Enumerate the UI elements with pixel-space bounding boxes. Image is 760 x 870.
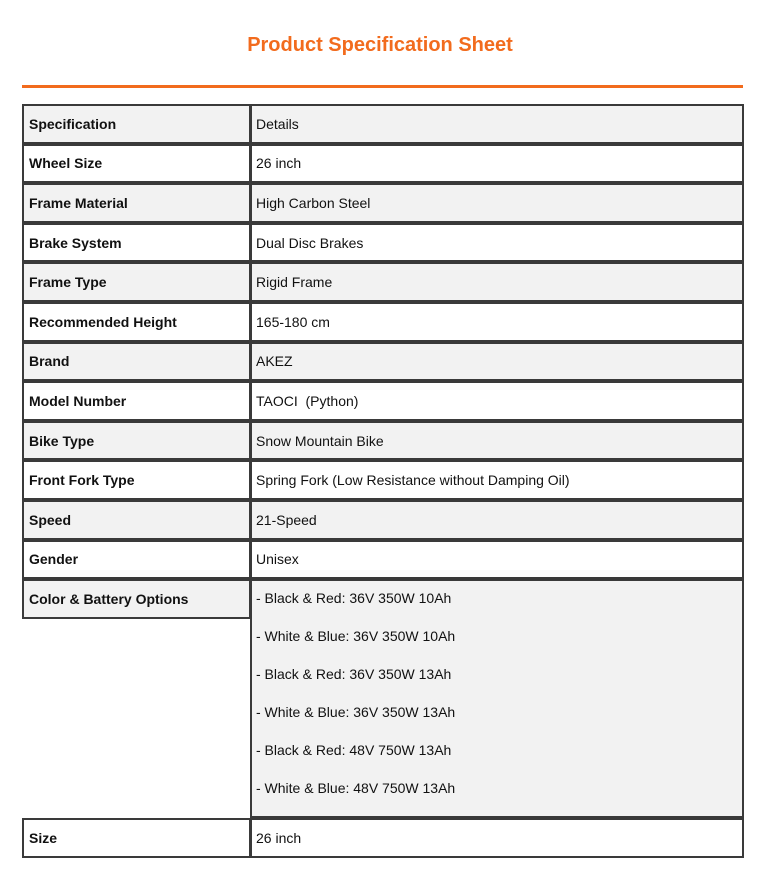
option-item: - Black & Red: 36V 350W 10Ah (256, 590, 452, 607)
table-header-row (22, 104, 744, 144)
page-title: Product Specification Sheet (247, 34, 513, 56)
option-item: - White & Blue: 36V 350W 13Ah (256, 704, 456, 721)
spec-table (22, 104, 744, 858)
table-row (22, 460, 744, 500)
spec-value-brake-system: Dual Disc Brakes (250, 223, 744, 263)
table-row (22, 540, 744, 580)
spec-label-frame-type: Frame Type (22, 262, 251, 302)
spec-value-wheel-size: 26 inch (250, 144, 744, 184)
option-item: - White & Blue: 36V 350W 10Ah (256, 628, 456, 645)
table-row (22, 818, 744, 858)
spec-value-size: 26 inch (250, 818, 744, 858)
table-row (22, 144, 744, 184)
table-row (22, 500, 744, 540)
spec-value-speed: 21-Speed (250, 500, 744, 540)
title-divider (22, 85, 743, 88)
table-row (22, 262, 744, 302)
spec-label-size: Size (22, 818, 251, 858)
spec-value-gender: Unisex (250, 540, 744, 580)
spec-value-frame-material: High Carbon Steel (250, 183, 744, 223)
spec-label-front-fork-type: Front Fork Type (22, 460, 251, 500)
table-row (22, 381, 744, 421)
spec-label-brand: Brand (22, 342, 251, 382)
table-row (22, 421, 744, 461)
spec-label-brake-system: Brake System (22, 223, 251, 263)
spec-value-frame-type: Rigid Frame (250, 262, 744, 302)
spec-label-gender: Gender (22, 540, 251, 580)
option-item: - Black & Red: 48V 750W 13Ah (256, 742, 452, 759)
spec-value-bike-type: Snow Mountain Bike (250, 421, 744, 461)
spec-value-recommended-height: 165-180 cm (250, 302, 744, 342)
table-row (22, 183, 744, 223)
table-row (22, 342, 744, 382)
header-label: Specification (22, 104, 251, 144)
spec-label-wheel-size: Wheel Size (22, 144, 251, 184)
spec-label-bike-type: Bike Type (22, 421, 251, 461)
table-row (22, 302, 744, 342)
table-row (22, 223, 744, 263)
spec-value-brand: AKEZ (250, 342, 744, 382)
options-label-blank-area (22, 620, 250, 823)
spec-label-speed: Speed (22, 500, 251, 540)
option-item: - Black & Red: 36V 350W 13Ah (256, 666, 452, 683)
header-value: Details (250, 104, 744, 144)
option-item: - White & Blue: 48V 750W 13Ah (256, 780, 456, 797)
spec-label-frame-material: Frame Material (22, 183, 251, 223)
spec-value-model-number: TAOCI (Python) (250, 381, 744, 421)
spec-value-front-fork-type: Spring Fork (Low Resistance without Damping Oil) (250, 460, 744, 500)
spec-label-color-battery-options: Color & Battery Options (22, 579, 251, 619)
spec-label-recommended-height: Recommended Height (22, 302, 251, 342)
spec-value-color-battery-options (250, 579, 744, 818)
spec-label-model-number: Model Number (22, 381, 251, 421)
